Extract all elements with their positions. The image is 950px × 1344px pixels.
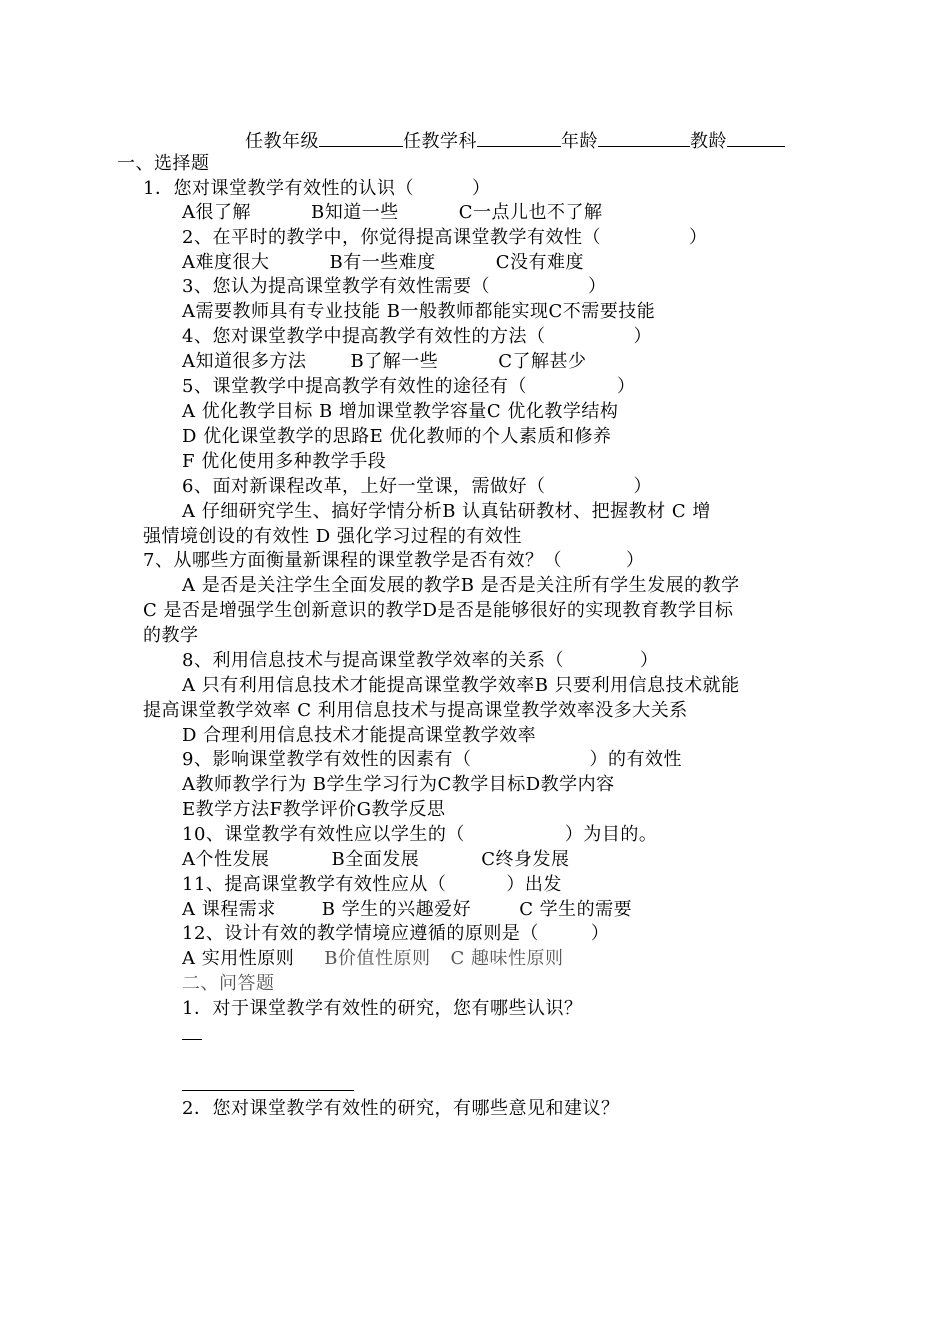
- question-4-stem: [182, 325, 652, 349]
- question-10-stem: [182, 823, 657, 847]
- question-3-stem: [182, 275, 606, 299]
- question-6-close: ）: [633, 476, 652, 497]
- q1-option-c: C一点儿也不了解: [458, 202, 603, 223]
- question-1-options: [182, 201, 603, 225]
- question-5-close: ）: [616, 376, 636, 397]
- teaching-years-label: 教龄: [690, 131, 727, 152]
- q4-option-a: A知道很多方法: [182, 351, 307, 372]
- age-label: 年龄: [561, 131, 598, 152]
- question-6-options-line-2: 强情境创设的有效性 D 强化学习过程的有效性: [143, 526, 522, 547]
- q2-option-c: C没有难度: [495, 252, 585, 273]
- question-11-close: ）出发: [506, 874, 562, 895]
- subject-blank[interactable]: [477, 128, 561, 147]
- q12-option-c: C 趣味性原则: [450, 948, 564, 969]
- q11-option-b: B 学生的兴趣爱好: [321, 899, 472, 920]
- section-title-choice: 一、选择题: [117, 153, 210, 174]
- question-4-options: [182, 350, 587, 374]
- question-8-options-line-3: D 合理利用信息技术才能提高课堂教学效率: [182, 725, 537, 746]
- question-8-text: 8、利用信息技术与提高课堂教学效率的关系（: [182, 650, 564, 671]
- q12-option-b: B价值性原则: [324, 948, 431, 969]
- question-12-text: 12、设计有效的教学情境应遵循的原则是（: [182, 923, 539, 944]
- age-blank[interactable]: [598, 128, 690, 147]
- question-7-stem: [143, 549, 644, 573]
- grade-label: 任教年级: [245, 131, 319, 152]
- question-2-text: 2、在平时的教学中，你觉得提高课堂教学有效性（: [182, 227, 601, 248]
- question-6-options-line-1: A 仔细研究学生、搞好学情分析B 认真钻研教材、把握教材 C 增: [182, 501, 711, 522]
- question-8-options-line-1: A 只有利用信息技术才能提高课堂教学效率B 只要利用信息技术就能: [182, 675, 740, 696]
- grade-blank[interactable]: [319, 128, 403, 147]
- q4-option-b: B了解一些: [350, 351, 439, 372]
- q10-option-b: B全面发展: [331, 849, 420, 870]
- qa-1-answer-short-line: [182, 1039, 202, 1040]
- question-9-close: ）的有效性: [589, 749, 682, 770]
- question-9-options-line-1: A教师教学行为 B学生学习行为C教学目标D教学内容: [182, 774, 615, 795]
- question-12-options: [182, 947, 563, 971]
- question-1-stem: [143, 177, 490, 201]
- question-10-options: [182, 848, 570, 872]
- question-12-stem: [182, 922, 609, 946]
- header-info-line: [245, 128, 785, 154]
- question-5-options-line-1: A 优化教学目标 B 增加课堂教学容量C 优化教学结构: [182, 401, 619, 422]
- q1-option-a: A很了解: [182, 202, 251, 223]
- question-6-stem: [182, 475, 652, 499]
- question-6-text: 6、面对新课程改革，上好一堂课，需做好（: [182, 476, 546, 497]
- q11-option-c: C 学生的需要: [519, 899, 633, 920]
- question-9-text: 9、影响课堂教学有效性的因素有（: [182, 749, 472, 770]
- question-2-stem: [182, 226, 707, 250]
- question-5-stem: [182, 375, 635, 399]
- question-3-options: A需要教师具有专业技能 B一般教师都能实现C不需要技能: [182, 301, 656, 322]
- teaching-years-blank[interactable]: [727, 128, 785, 147]
- q4-option-c: C了解甚少: [498, 351, 587, 372]
- q12-option-a: A 实用性原则: [182, 948, 295, 969]
- question-8-stem: [182, 649, 658, 673]
- question-12-close: ）: [590, 923, 610, 944]
- question-7-close: ）: [625, 550, 645, 571]
- subject-label: 任教学科: [403, 131, 477, 152]
- question-10-close: ）为目的。: [564, 824, 658, 845]
- q11-option-a: A 课程需求: [182, 899, 276, 920]
- question-11-stem: [182, 873, 562, 897]
- q10-option-c: C终身发展: [481, 849, 570, 870]
- question-2-options: [182, 251, 584, 275]
- question-4-text: 4、您对课堂教学中提高教学有效性的方法（: [182, 326, 546, 347]
- question-3-close: ）: [587, 276, 607, 297]
- q10-option-a: A个性发展: [182, 849, 270, 870]
- question-11-options: [182, 898, 632, 922]
- question-5-options-line-3: F 优化使用多种教学手段: [182, 451, 387, 472]
- question-2-close: ）: [688, 227, 708, 248]
- question-4-close: ）: [633, 326, 652, 347]
- q1-option-b: B知道一些: [311, 202, 399, 223]
- question-7-options-line-1: A 是否是关注学生全面发展的教学B 是否是关注所有学生发展的教学: [182, 575, 740, 596]
- question-5-text: 5、课堂教学中提高教学有效性的途径有（: [182, 376, 527, 397]
- question-10-text: 10、课堂教学有效性应以学生的（: [182, 824, 465, 845]
- question-7-options-line-2: C 是否是增强学生创新意识的教学D是否是能够很好的实现教育教学目标: [143, 600, 734, 621]
- question-8-close: ）: [639, 650, 659, 671]
- question-7-options-line-3: 的教学: [143, 625, 199, 646]
- question-3-text: 3、您认为提高课堂教学有效性需要（: [182, 276, 490, 297]
- qa-1-answer-line[interactable]: [182, 1090, 354, 1091]
- question-7-text: 7、从哪些方面衡量新课程的课堂教学是否有效？（: [143, 550, 562, 571]
- question-11-text: 11、提高课堂教学有效性应从（: [182, 874, 447, 895]
- question-9-options-line-2: E教学方法F教学评价G教学反思: [182, 799, 446, 820]
- question-1-close: ）: [471, 178, 491, 199]
- q2-option-b: B有一些难度: [329, 252, 436, 273]
- question-8-options-line-2: 提高课堂教学效率 C 利用信息技术与提高课堂教学效率没多大关系: [143, 700, 688, 721]
- section-title-qa: 二、问答题: [182, 973, 275, 994]
- question-5-options-line-2: D 优化课堂教学的思路E 优化教师的个人素质和修养: [182, 426, 612, 447]
- question-1-text: 1．您对课堂教学有效性的认识（: [143, 178, 414, 199]
- q2-option-a: A难度很大: [182, 252, 270, 273]
- question-9-stem: [182, 748, 682, 772]
- qa-question-1: 1．对于课堂教学有效性的研究，您有哪些认识？: [182, 998, 583, 1019]
- qa-question-2: 2．您对课堂教学有效性的研究，有哪些意见和建议？: [182, 1098, 620, 1119]
